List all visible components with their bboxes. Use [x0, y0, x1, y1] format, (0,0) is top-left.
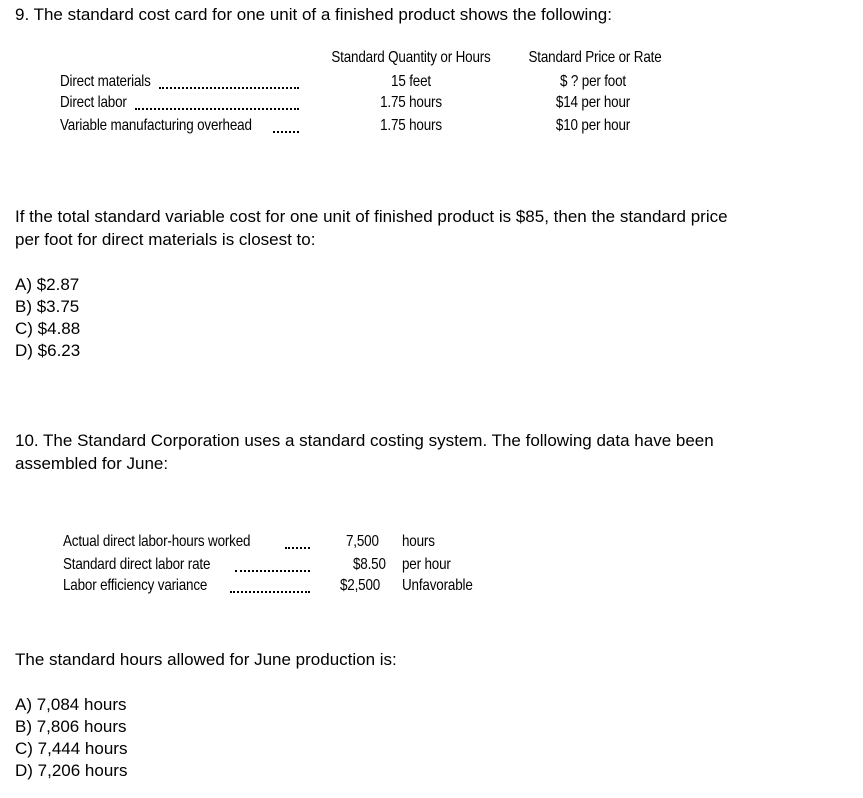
leader-dots	[230, 591, 310, 593]
q9-option-c: C) $4.88	[15, 319, 81, 338]
q9-row-label-labor: Direct labor	[60, 94, 127, 111]
q9-row-label-overhead: Variable manufacturing overhead	[60, 117, 252, 134]
q9-row-quantity-overhead: 1.75 hours	[380, 117, 442, 134]
q9-question-line2: per foot for direct materials is closest to:	[15, 230, 316, 249]
q10-prompt-line1: 10. The Standard Corporation uses a standard costing system. The following data have been	[15, 431, 714, 450]
q10-option-d: D) 7,206 hours	[15, 761, 128, 780]
q9-question-line1: If the total standard variable cost for one unit of finished product is $85, then the standard price	[15, 207, 728, 226]
q9-header-price: Standard Price or Rate	[528, 49, 662, 66]
q10-prompt-line2: assembled for June:	[15, 454, 169, 473]
q10-row-value-rate: $8.50	[353, 556, 386, 573]
leader-dots	[135, 108, 299, 110]
q10-row-unit-variance: Unfavorable	[402, 577, 473, 594]
q10-row-label-rate: Standard direct labor rate	[63, 556, 211, 573]
q9-row-label-materials: Direct materials	[60, 73, 151, 90]
q9-option-d: D) $6.23	[15, 341, 81, 360]
q9-row-price-materials: $ ? per foot	[560, 73, 626, 90]
q9-header-quantity: Standard Quantity or Hours	[331, 49, 491, 66]
q10-question: The standard hours allowed for June production is:	[15, 650, 397, 669]
q10-row-value-variance: $2,500	[340, 577, 381, 594]
leader-dots	[273, 131, 299, 133]
q9-option-b: B) $3.75	[15, 297, 80, 316]
q10-option-a: A) 7,084 hours	[15, 695, 127, 714]
q10-row-label-hours: Actual direct labor-hours worked	[63, 533, 251, 550]
q10-row-label-variance: Labor efficiency variance	[63, 577, 208, 594]
q10-option-c: C) 7,444 hours	[15, 739, 128, 758]
q9-row-quantity-materials: 15 feet	[391, 73, 431, 90]
leader-dots	[285, 547, 310, 549]
q9-row-price-labor: $14 per hour	[555, 94, 631, 111]
q9-prompt: 9. The standard cost card for one unit of a finished product shows the following:	[15, 5, 612, 24]
q9-row-price-overhead: $10 per hour	[555, 117, 631, 134]
q10-row-unit-rate: per hour	[402, 556, 451, 573]
leader-dots	[235, 570, 310, 572]
q9-row-quantity-labor: 1.75 hours	[380, 94, 442, 111]
q10-row-unit-hours: hours	[402, 533, 435, 550]
q9-option-a: A) $2.87	[15, 275, 80, 294]
q10-row-value-hours: 7,500	[346, 533, 379, 550]
leader-dots	[159, 87, 299, 89]
q10-option-b: B) 7,806 hours	[15, 717, 127, 736]
